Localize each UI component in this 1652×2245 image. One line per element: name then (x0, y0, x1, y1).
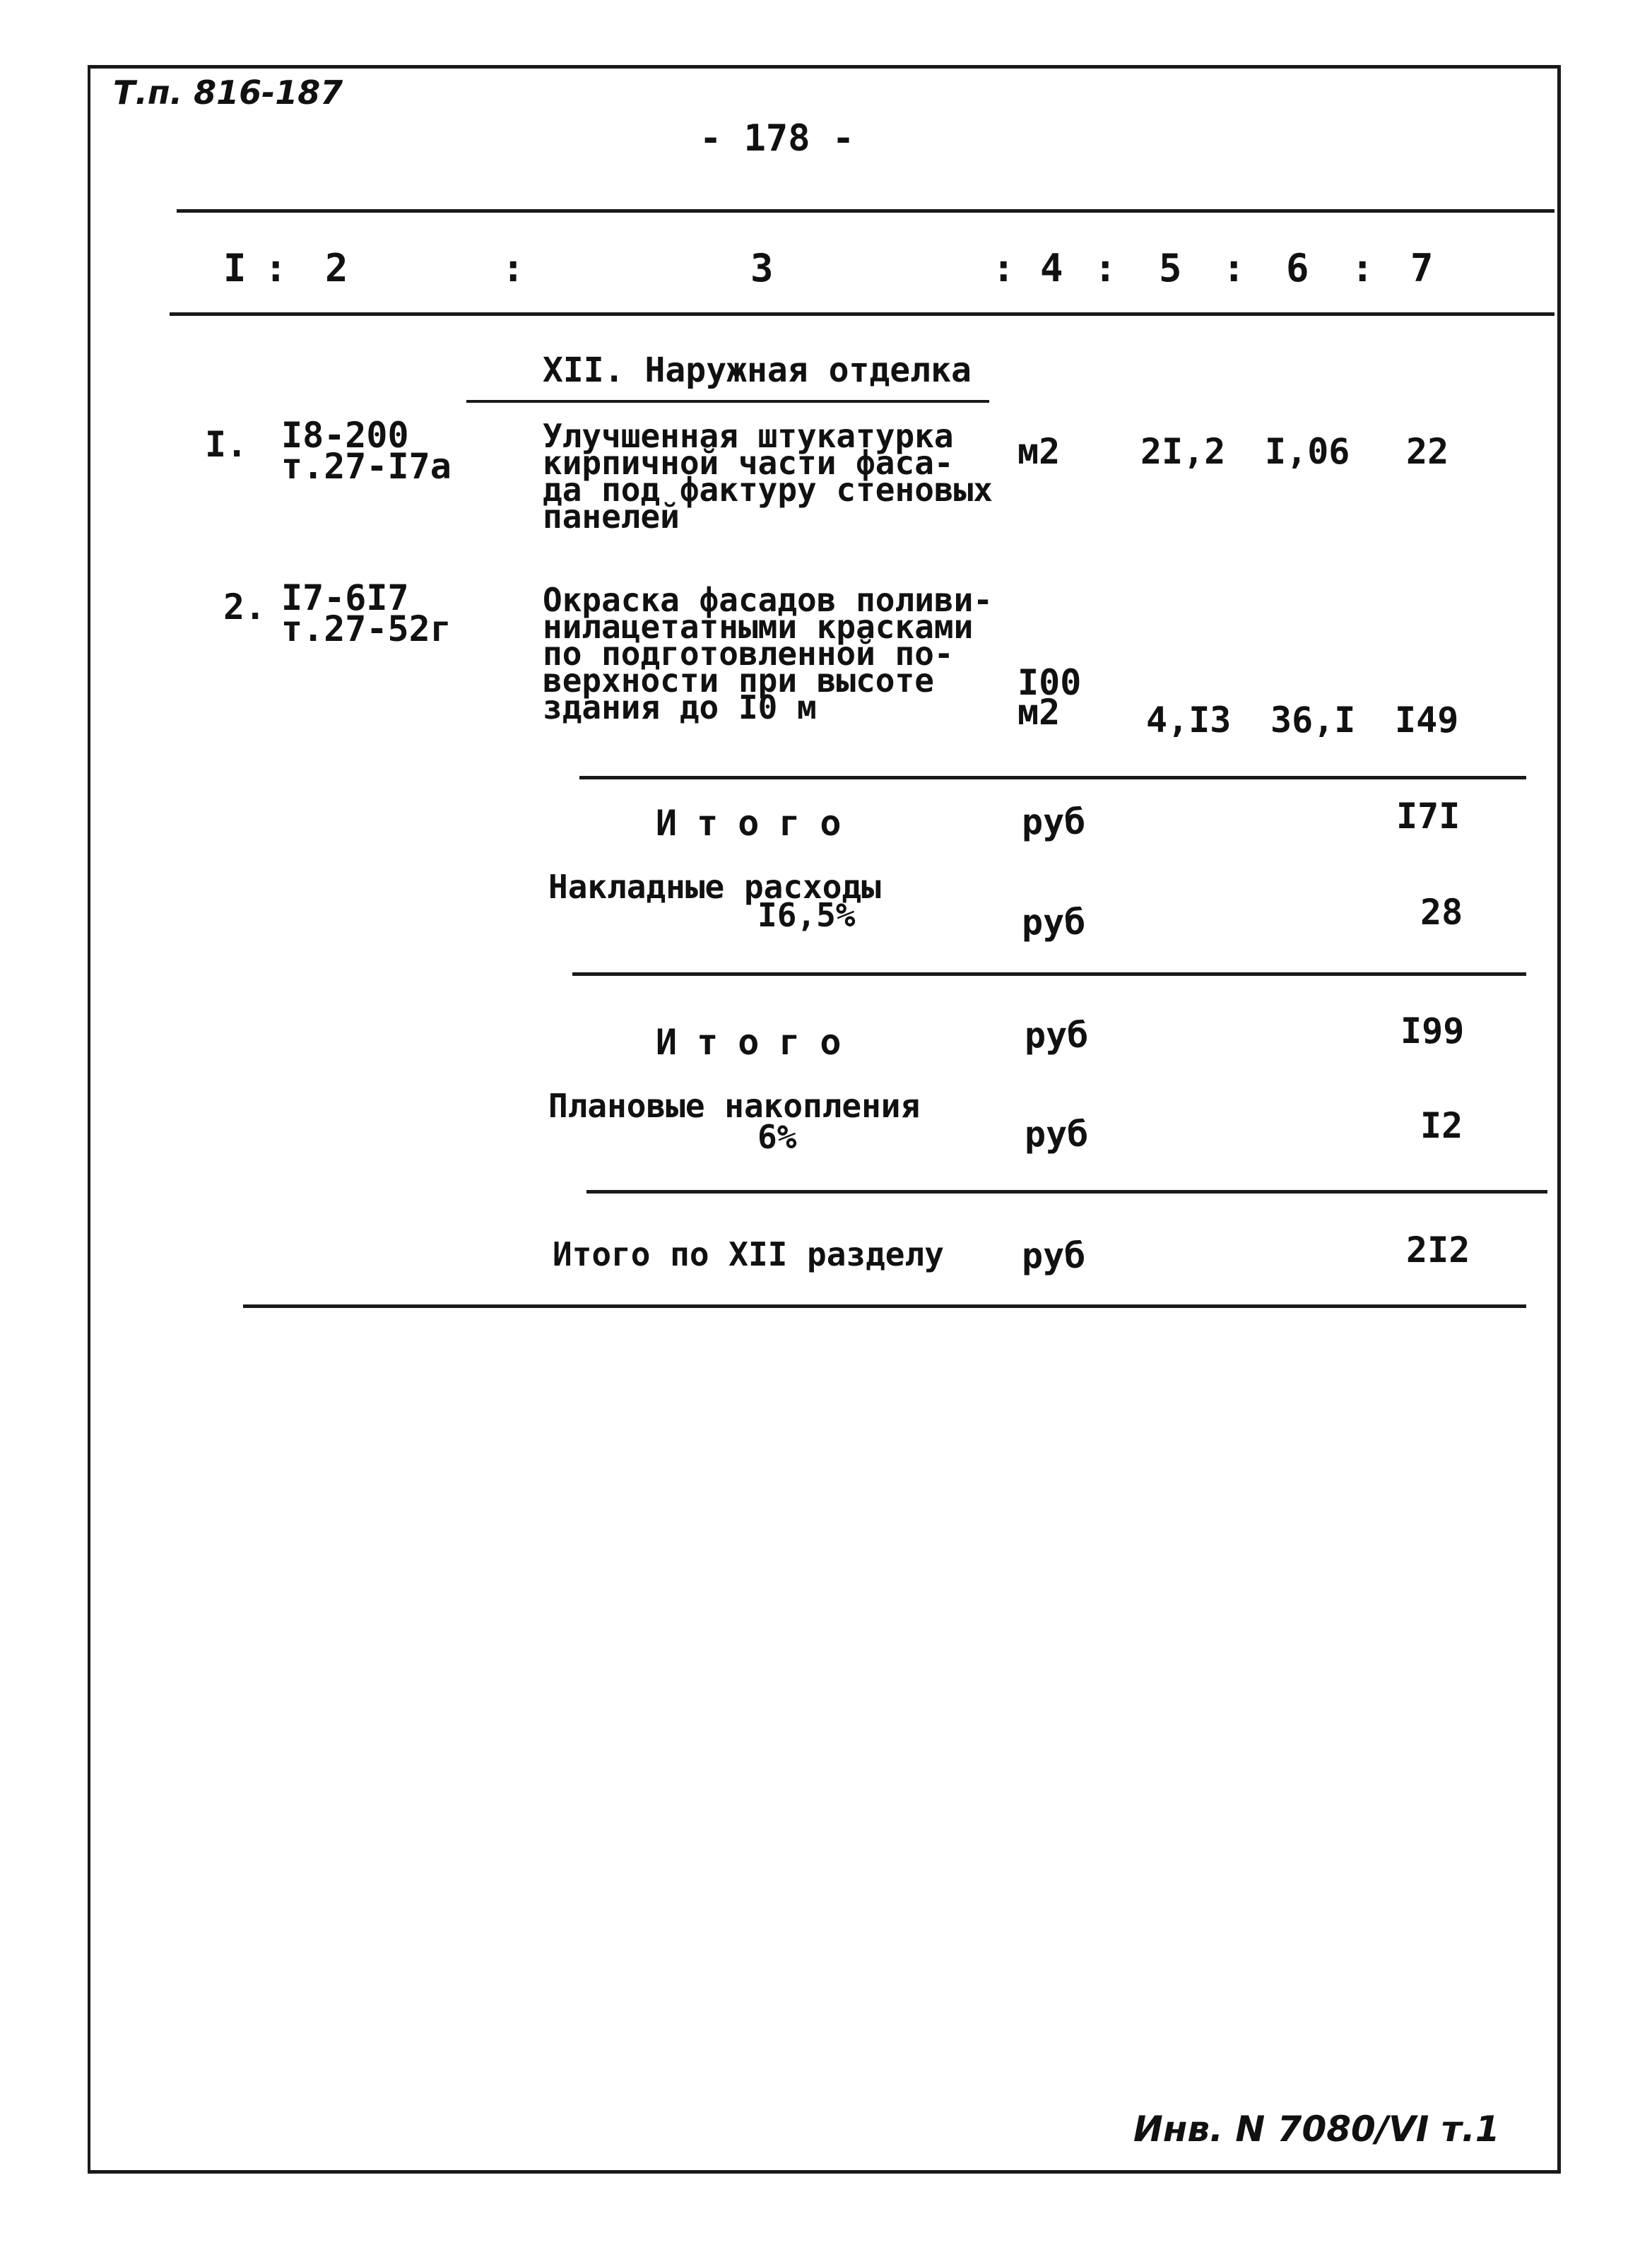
column-header-6: 6 (1286, 246, 1309, 290)
savings-label: Плановые накопления (548, 1087, 921, 1125)
overhead-value: 28 (1420, 892, 1463, 933)
savings-percent: 6% (757, 1118, 797, 1156)
document-code: Т.п. 816-187 (113, 73, 343, 112)
row-code-line: т.27-I7а (281, 446, 452, 487)
subtotal-value: I7I (1396, 796, 1461, 837)
row-description-line: здания до I0 м (543, 688, 817, 726)
column-separator: : (502, 246, 525, 290)
savings-value: I2 (1420, 1105, 1463, 1146)
row-number: 2. (223, 587, 266, 627)
total-rule (586, 1190, 1547, 1194)
page-number: - 178 - (700, 117, 855, 160)
column-separator: : (1222, 246, 1246, 290)
row-description-line: нилацетатными красками (543, 608, 974, 646)
row-unit-price: 36,I (1270, 700, 1356, 741)
header-top-rule (177, 209, 1554, 213)
row-description-line: кирпичной части фаса- (543, 444, 954, 482)
column-separator: : (992, 246, 1015, 290)
column-header-1: I (223, 246, 247, 290)
row-code-line: I8-200 (281, 415, 409, 456)
row-description-line: Окраска фасадов поливи- (543, 581, 993, 619)
row-quantity: 4,I3 (1146, 700, 1232, 741)
row-code-line: I7-6I7 (281, 577, 409, 618)
row-description-line: да под фактуру стеновых (543, 471, 993, 509)
overhead-label: Накладные расходы (548, 868, 881, 906)
row-quantity: 2I,2 (1140, 431, 1226, 472)
header-bottom-rule (170, 312, 1554, 316)
row-unit-line: I00 (1017, 662, 1082, 703)
row-total: I49 (1395, 700, 1459, 741)
section-title: XII. Наружная отделка (543, 350, 972, 390)
row-unit-line: м2 (1017, 692, 1061, 733)
subtotal-rule (579, 776, 1526, 779)
column-header-5: 5 (1159, 246, 1182, 290)
inventory-note: Инв. N 7080/VI т.1 (1133, 2109, 1500, 2150)
subtotal-unit: руб (1025, 1015, 1089, 1056)
section-end-rule (243, 1304, 1526, 1308)
row-unit: м2 (1017, 431, 1061, 472)
overhead-percent: I6,5% (757, 896, 856, 934)
subtotal-value: I99 (1400, 1010, 1465, 1051)
row-description-line: панелей (543, 497, 680, 536)
subtotal-label: Итого (656, 1022, 861, 1063)
row-unit-price: I,06 (1265, 431, 1350, 472)
section-title-underline (466, 400, 989, 403)
overhead-unit: руб (1022, 902, 1086, 943)
section-total-unit: руб (1022, 1235, 1086, 1276)
row-code-line: т.27-52г (281, 608, 452, 649)
column-separator: : (1351, 246, 1374, 290)
section-total-value: 2I2 (1406, 1230, 1470, 1271)
savings-unit: руб (1025, 1114, 1089, 1155)
column-header-4: 4 (1040, 246, 1063, 290)
row-description-line: верхности при высоте (543, 661, 934, 700)
column-header-7: 7 (1410, 246, 1434, 290)
section-total-label: Итого по XII разделу (553, 1235, 944, 1273)
column-separator: : (1094, 246, 1117, 290)
row-description-line: Улучшенная штукатурка (543, 417, 954, 455)
column-separator: : (264, 246, 288, 290)
column-header-2: 2 (325, 246, 348, 290)
row-description-line: по подготовленной по- (543, 635, 954, 673)
subtotal-label: Итого (656, 803, 861, 844)
column-header-3: 3 (750, 246, 774, 290)
subtotal-rule (572, 972, 1526, 976)
subtotal-unit: руб (1022, 801, 1086, 842)
row-number: I. (205, 424, 248, 465)
row-total: 22 (1406, 431, 1449, 472)
